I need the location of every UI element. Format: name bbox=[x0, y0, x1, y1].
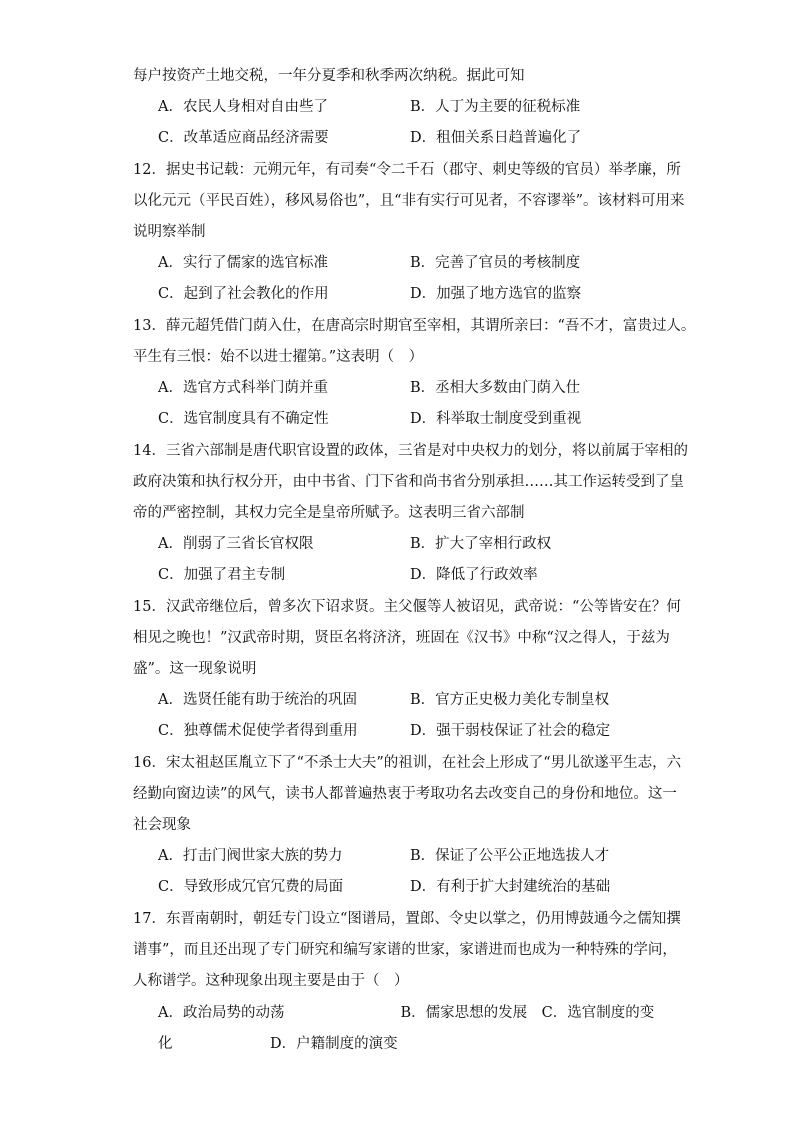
q11-option-a: A．农民人身相对自由些了 bbox=[158, 99, 328, 115]
q11-option-d: D．租佃关系日趋普遍化了 bbox=[410, 130, 582, 146]
q12-option-b: B．完善了官员的考核制度 bbox=[410, 255, 581, 271]
q17-options-line: A．政治局势的动荡 B．儒家思想的发展 C．选官制度的变 bbox=[158, 1005, 655, 1021]
q11-stem: 每户按资产土地交税，一年分夏季和秋季两次纳税。据此可知 bbox=[133, 68, 525, 84]
q15-stem-line: 15．汉武帝继位后，曾多次下诏求贤。主父偃等人被诏见，武帝说：“公等皆安在？何 bbox=[133, 599, 681, 615]
q11-option-c: C．改革适应商品经济需要 bbox=[158, 130, 329, 146]
q14-stem-line: 帝的严密控制，其权力完全是皇帝所赋予。这表明三省六部制 bbox=[133, 505, 525, 521]
q13-option-a: A．选官方式科举门荫并重 bbox=[158, 380, 328, 396]
q14-option-c: C．加强了君主专制 bbox=[158, 567, 286, 583]
q11-option-b: B．人丁为主要的征税标准 bbox=[410, 99, 581, 115]
q15-option-c: C．独尊儒术促使学者得到重用 bbox=[158, 723, 358, 739]
q12-stem-line: 12．据史书记载：元朔元年，有司奏“令二千石（郡守、刺史等级的官员）举孝廉，所 bbox=[133, 162, 681, 178]
q15-stem-line: 盛”。这一现象说明 bbox=[133, 661, 257, 677]
q15-stem-line: 相见之晚也！”汉武帝时期，贤臣名将济济，班固在《汉书》中称“汉之得人，于兹为 bbox=[133, 630, 670, 646]
q12-option-c: C．起到了社会教化的作用 bbox=[158, 286, 329, 302]
q14-option-a: A．削弱了三省长官权限 bbox=[158, 536, 314, 552]
q16-stem-line: 经勤向窗边读”的风气，读书人都普遍热衷于考取功名去改变自己的身份和地位。这一 bbox=[133, 786, 677, 802]
q17-stem-line: 17．东晋南朝时，朝廷专门设立“图谱局，置郎、令史以掌之，仍用博鼓通今之儒知撰 bbox=[133, 911, 681, 927]
q16-option-d: D．有利于扩大封建统治的基础 bbox=[410, 879, 611, 895]
q14-stem-line: 14．三省六部制是唐代职官设置的政体，三省是对中央权力的划分，将以前属于宰相的 bbox=[133, 443, 688, 459]
q13-option-b: B．丞相大多数由门荫入仕 bbox=[410, 380, 581, 396]
q13-stem-line: 13．薛元超凭借门荫入仕，在唐高宗时期官至宰相，其谓所亲曰：“吾不才，富贵过人。 bbox=[133, 318, 696, 334]
q16-option-c: C．导致形成冗官冗费的局面 bbox=[158, 879, 344, 895]
q16-option-b: B．保证了公平公正地选拔人才 bbox=[410, 848, 610, 864]
q17-option-d: D．户籍制度的演变 bbox=[270, 1036, 398, 1052]
q12-stem-line: 以化元元（平民百姓），移风易俗也”，且“非有实行可见者，不容谬举”。该材料可用来 bbox=[133, 193, 685, 209]
q15-option-d: D．强干弱枝保证了社会的稳定 bbox=[410, 723, 611, 739]
q17-options-line-wrap: 化 bbox=[158, 1036, 173, 1052]
q17-stem-line: 谱事”，而且还出现了专门研究和编写家谱的世家，家谱进而也成为一种特殊的学问， bbox=[133, 942, 677, 958]
q16-stem-line: 社会现象 bbox=[133, 817, 191, 833]
q12-stem-line: 说明察举制 bbox=[133, 224, 206, 240]
q12-option-a: A．实行了儒家的选官标准 bbox=[158, 255, 328, 271]
q12-option-d: D．加强了地方选官的监察 bbox=[410, 286, 582, 302]
q15-option-b: B．官方正史极力美化专制皇权 bbox=[410, 692, 610, 708]
q14-stem-line: 政府决策和执行权分开，由中书省、门下省和尚书省分别承担……其工作运转受到了皇 bbox=[133, 474, 684, 490]
q13-option-c: C．选官制度具有不确定性 bbox=[158, 411, 329, 427]
q16-stem-line: 16．宋太祖赵匡胤立下了“不杀士大夫”的祖训，在社会上形成了“男儿欲遂平生志，六 bbox=[133, 755, 682, 771]
q17-stem-line: 人称谱学。这种现象出现主要是由于（ ） bbox=[133, 973, 409, 989]
q14-option-d: D．降低了行政效率 bbox=[410, 567, 538, 583]
q15-option-a: A．选贤任能有助于统治的巩固 bbox=[158, 692, 357, 708]
q13-option-d: D．科举取士制度受到重视 bbox=[410, 411, 582, 427]
q14-option-b: B．扩大了宰相行政权 bbox=[410, 536, 552, 552]
q16-option-a: A．打击门阀世家大族的势力 bbox=[158, 848, 343, 864]
q13-stem-line: 平生有三恨：始不以进士擢第。”这表明（ ） bbox=[133, 349, 424, 365]
